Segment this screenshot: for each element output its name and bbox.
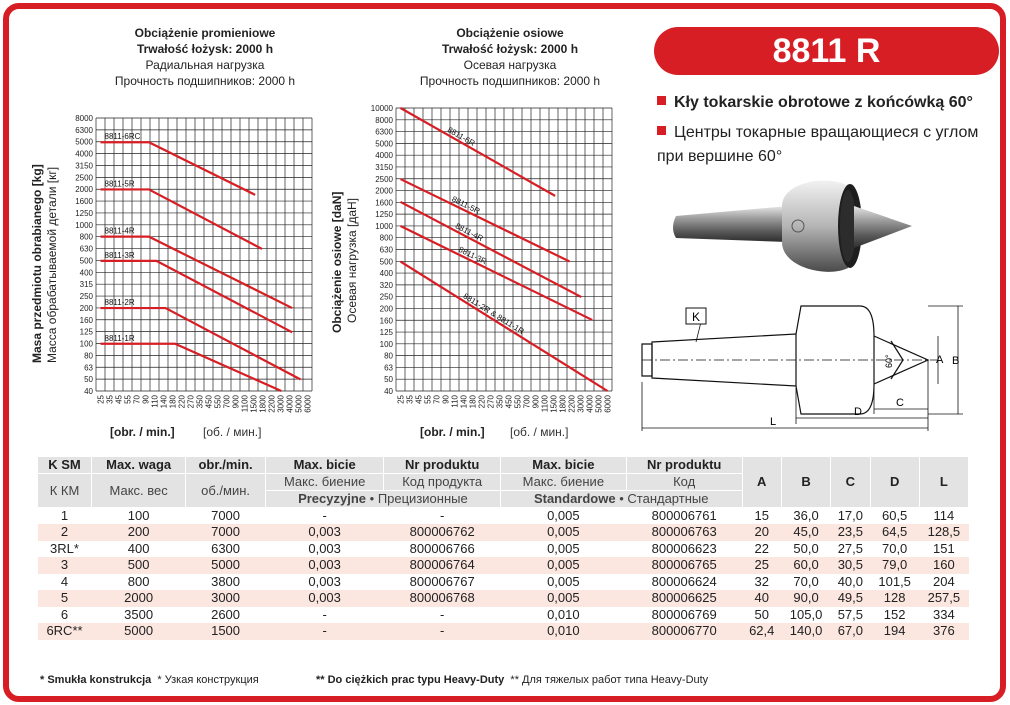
table-cell: 800006764 bbox=[384, 557, 501, 574]
col-product-precise: Nr produktu bbox=[384, 457, 501, 474]
col-runout-precise-ru: Макс. биение bbox=[265, 474, 384, 491]
right-title-ru-2: Прочность подшипников: 2000 h bbox=[419, 74, 601, 88]
product-code-badge: 8811 R bbox=[654, 27, 999, 75]
table-cell: 0,003 bbox=[308, 573, 341, 589]
y-tick-label: 160 bbox=[379, 316, 393, 326]
col-max-weight: Max. waga bbox=[92, 457, 186, 474]
series-line bbox=[101, 189, 263, 249]
x-tick-label: 70 bbox=[132, 395, 142, 404]
table-cell: 194 bbox=[870, 623, 919, 640]
table-row bbox=[38, 557, 969, 574]
table-cell: 0,003 bbox=[308, 540, 341, 556]
series-label: 8811-1R bbox=[104, 333, 135, 343]
table-cell: 45,0 bbox=[781, 524, 830, 541]
left-title-ru-1: Радиальная нагрузка bbox=[145, 58, 265, 72]
footnote-2-ru: ** Для тяжелых работ типа Heavy-Duty bbox=[510, 674, 709, 686]
table-cell: 800006765 bbox=[626, 557, 742, 574]
table-cell: 800006769 bbox=[651, 606, 717, 622]
col-b: B bbox=[781, 457, 830, 508]
x-tick-label: 350 bbox=[495, 395, 505, 409]
col-runout-standard-ru: Макс. биение bbox=[500, 474, 626, 491]
x-tick-label: 55 bbox=[123, 395, 133, 404]
left-x-label-pl: [obr. / min.] bbox=[110, 425, 175, 439]
table-cell: 0,003 bbox=[265, 590, 384, 607]
table-cell: 50,0 bbox=[793, 540, 819, 556]
table-cell: 128 bbox=[870, 590, 919, 607]
y-tick-label: 2500 bbox=[375, 174, 393, 184]
table-cell: - bbox=[265, 623, 384, 640]
y-tick-label: 80 bbox=[84, 351, 93, 361]
table-cell: 57,5 bbox=[837, 606, 863, 622]
x-tick-label: 5000 bbox=[294, 395, 304, 413]
table-cell: 101,5 bbox=[878, 573, 911, 589]
table-cell: 36,0 bbox=[793, 508, 819, 523]
spec-table bbox=[37, 456, 969, 640]
y-tick-label: 1600 bbox=[375, 198, 393, 208]
left-x-ticks bbox=[97, 394, 313, 412]
table-cell: 0,005 bbox=[500, 524, 626, 541]
table-cell: 6 bbox=[60, 606, 69, 622]
y-tick-label: 4000 bbox=[75, 149, 93, 159]
left-y-label-pl: Masa przedmiotu obrabianego [kg] bbox=[30, 164, 44, 363]
table-cell: 800 bbox=[127, 573, 150, 589]
x-tick-label: 270 bbox=[186, 395, 196, 409]
col-product-precise-ru: Код продукта bbox=[384, 474, 501, 491]
group-sep: • bbox=[619, 491, 624, 506]
y-tick-label: 1000 bbox=[375, 221, 393, 231]
table-cell: 70,0 bbox=[881, 540, 908, 556]
footnote-2 bbox=[316, 674, 708, 686]
x-tick-label: 70 bbox=[432, 395, 442, 404]
x-tick-label: 550 bbox=[213, 395, 223, 409]
table-cell: 5000 bbox=[92, 623, 186, 640]
x-tick-label: 1100 bbox=[540, 395, 550, 413]
y-tick-label: 400 bbox=[79, 268, 93, 278]
right-title-pl-1: Obciążenie osiowe bbox=[456, 26, 564, 40]
series-label: 8811-6R bbox=[445, 125, 477, 148]
table-cell: 0,003 bbox=[265, 524, 384, 541]
x-tick-label: 450 bbox=[204, 395, 214, 409]
right-title-ru-1: Осевая нагрузка bbox=[463, 58, 557, 72]
y-tick-label: 125 bbox=[79, 327, 93, 337]
y-tick-label: 3150 bbox=[75, 161, 93, 171]
x-tick-label: 4000 bbox=[285, 395, 295, 413]
table-cell: 62,4 bbox=[742, 623, 781, 640]
table-row bbox=[38, 541, 969, 558]
table-cell: 25 bbox=[742, 557, 781, 574]
table-cell: 200 bbox=[92, 524, 186, 541]
table-cell: 5 bbox=[38, 590, 92, 607]
x-tick-label: 140 bbox=[159, 395, 169, 409]
table-cell: 2000 bbox=[92, 590, 186, 607]
table-cell: 3800 bbox=[211, 573, 241, 589]
y-tick-label: 200 bbox=[79, 303, 93, 313]
x-tick-label: 110 bbox=[150, 395, 160, 408]
table-cell: 0,010 bbox=[547, 606, 580, 622]
y-tick-label: 250 bbox=[379, 292, 393, 302]
y-tick-label: 630 bbox=[79, 244, 93, 254]
x-tick-label: 25 bbox=[96, 395, 106, 404]
table-cell: 151 bbox=[933, 540, 955, 556]
col-rpm-ru: об./мин. bbox=[186, 474, 266, 508]
footnote-1-pl: * Smukła konstrukcja bbox=[40, 674, 152, 686]
left-title-pl-2: Trwałość łożysk: 2000 h bbox=[136, 42, 274, 56]
x-tick-label: 45 bbox=[414, 395, 424, 404]
x-tick-label: 1500 bbox=[549, 395, 559, 413]
x-tick-label: 220 bbox=[177, 395, 187, 409]
y-tick-label: 63 bbox=[384, 363, 393, 373]
x-tick-label: 700 bbox=[522, 395, 532, 409]
table-cell: 70,0 bbox=[793, 573, 819, 589]
table-cell: - bbox=[322, 606, 327, 622]
y-tick-label: 6300 bbox=[75, 125, 93, 135]
y-tick-label: 40 bbox=[384, 387, 393, 396]
table-cell: - bbox=[322, 508, 327, 523]
group-precise bbox=[265, 491, 500, 508]
table-cell: 3500 bbox=[124, 606, 154, 622]
series-label: 8811-4R bbox=[453, 221, 485, 244]
bullet-ru-text: Центры токарные вращающиеся с углом при вершине 60° bbox=[657, 124, 979, 165]
table-cell: 3RL* bbox=[50, 540, 79, 556]
x-tick-label: 220 bbox=[477, 395, 487, 409]
table-cell: 2 bbox=[38, 524, 92, 541]
x-tick-label: 1800 bbox=[558, 395, 568, 413]
table-cell: 128,5 bbox=[919, 524, 968, 541]
x-tick-label: 90 bbox=[141, 395, 151, 404]
series-label: 8811-3R bbox=[457, 244, 489, 267]
y-tick-label: 6300 bbox=[375, 127, 393, 137]
group-standard bbox=[500, 491, 742, 508]
x-tick-label: 180 bbox=[168, 395, 178, 409]
series-label: 8811-5R bbox=[450, 194, 482, 216]
dim-c: C bbox=[896, 397, 904, 409]
y-tick-label: 5000 bbox=[75, 137, 93, 147]
technical-drawing bbox=[638, 296, 968, 436]
y-tick-label: 63 bbox=[84, 363, 93, 373]
y-tick-label: 3150 bbox=[375, 162, 393, 172]
x-tick-label: 900 bbox=[531, 395, 541, 409]
table-cell: 1 bbox=[60, 508, 69, 523]
y-tick-label: 800 bbox=[379, 233, 393, 243]
right-y-label-ru: Осевая нагрузка [даН] bbox=[345, 197, 359, 323]
series-line bbox=[401, 108, 556, 196]
y-tick-label: 160 bbox=[79, 315, 93, 325]
table-cell: 800006770 bbox=[626, 623, 742, 640]
table-cell: 17,0 bbox=[837, 508, 863, 523]
table-cell: 5000 bbox=[186, 557, 266, 574]
table-cell: 0,005 bbox=[547, 508, 580, 523]
y-tick-label: 320 bbox=[379, 280, 393, 290]
group-sep: • bbox=[369, 491, 375, 506]
x-tick-label: 4000 bbox=[585, 395, 595, 413]
table-cell: 105,0 bbox=[789, 606, 823, 622]
footnote-1-ru: * Узкая конструкция bbox=[157, 674, 259, 686]
table-cell: 800006766 bbox=[409, 540, 475, 556]
table-row bbox=[38, 524, 969, 541]
y-tick-label: 630 bbox=[379, 245, 393, 255]
right-title-pl-2: Trwałość łożysk: 2000 h bbox=[441, 42, 579, 56]
y-tick-label: 2000 bbox=[375, 186, 393, 196]
col-runout-standard: Max. bicie bbox=[500, 457, 626, 474]
y-tick-label: 5000 bbox=[375, 139, 393, 149]
table-cell: 334 bbox=[933, 606, 955, 622]
table-cell: 800006767 bbox=[409, 573, 475, 589]
x-tick-label: 1500 bbox=[249, 395, 259, 413]
table-cell: 800006761 bbox=[651, 508, 717, 523]
x-tick-label: 45 bbox=[114, 395, 124, 404]
table-cell: 50 bbox=[754, 606, 769, 622]
y-tick-label: 400 bbox=[379, 269, 393, 279]
y-tick-label: 500 bbox=[79, 256, 93, 266]
table-cell: 6300 bbox=[211, 540, 241, 556]
table-cell: - bbox=[384, 623, 501, 640]
table-cell: 257,5 bbox=[919, 590, 968, 607]
table-cell: 30,5 bbox=[831, 557, 870, 574]
y-tick-label: 8000 bbox=[375, 115, 393, 125]
y-tick-label: 125 bbox=[379, 328, 393, 338]
table-cell: 3000 bbox=[186, 590, 266, 607]
x-tick-label: 1100 bbox=[240, 395, 250, 413]
table-cell: 500 bbox=[92, 557, 186, 574]
dim-k: K bbox=[692, 310, 701, 324]
y-tick-label: 8000 bbox=[75, 114, 93, 123]
right-y-label-pl: Obciążenie osiowe [daN] bbox=[330, 191, 344, 333]
series-label: 8811-4R bbox=[104, 226, 135, 236]
y-tick-label: 1600 bbox=[75, 197, 93, 207]
y-tick-label: 315 bbox=[79, 280, 93, 290]
bullet-square-icon bbox=[657, 96, 666, 105]
table-cell: 27,5 bbox=[837, 540, 863, 556]
table-cell: 800006768 bbox=[384, 590, 501, 607]
footnote-1 bbox=[40, 674, 259, 686]
x-tick-label: 6000 bbox=[603, 395, 613, 413]
x-tick-label: 25 bbox=[396, 395, 406, 404]
x-tick-label: 3000 bbox=[576, 395, 586, 413]
table-cell: 400 bbox=[127, 540, 150, 556]
col-rpm: obr./min. bbox=[186, 457, 266, 474]
table-cell: 40 bbox=[742, 590, 781, 607]
right-chart-grid bbox=[396, 108, 612, 391]
x-tick-label: 110 bbox=[450, 395, 460, 408]
group-standard-pl: Standardowe bbox=[533, 491, 616, 506]
bullet-pl-text: Kły tokarskie obrotowe z końcówką 60° bbox=[674, 94, 973, 111]
table-cell: 152 bbox=[883, 606, 906, 622]
x-tick-label: 180 bbox=[468, 395, 478, 409]
series-label: 8811-2R & 8811-1R bbox=[461, 291, 526, 337]
table-cell: 376 bbox=[919, 623, 968, 640]
table-cell: 800006763 bbox=[626, 524, 742, 541]
dim-a: A bbox=[936, 354, 944, 366]
table-cell: 0,010 bbox=[500, 623, 626, 640]
table-cell: 3 bbox=[38, 557, 92, 574]
left-series bbox=[101, 132, 301, 391]
col-ksm: K SM bbox=[38, 457, 92, 474]
col-product-standard-ru: Код bbox=[626, 474, 742, 491]
table-row bbox=[38, 508, 969, 525]
x-tick-label: 140 bbox=[459, 395, 469, 409]
table-cell: 800006624 bbox=[651, 573, 717, 589]
y-tick-label: 1000 bbox=[75, 220, 93, 230]
table-cell: 800006762 bbox=[384, 524, 501, 541]
x-tick-label: 35 bbox=[405, 395, 415, 404]
bullet-ru bbox=[657, 121, 987, 169]
x-tick-label: 550 bbox=[513, 395, 523, 409]
y-tick-label: 200 bbox=[379, 304, 393, 314]
y-tick-label: 500 bbox=[379, 257, 393, 267]
y-tick-label: 40 bbox=[84, 387, 93, 396]
left-title-pl-1: Obciążenie promieniowe bbox=[134, 26, 276, 40]
x-tick-label: 700 bbox=[222, 395, 232, 409]
table-cell: 160 bbox=[919, 557, 968, 574]
x-tick-label: 900 bbox=[231, 395, 241, 409]
table-cell: 1500 bbox=[186, 623, 266, 640]
table-cell: 140,0 bbox=[781, 623, 830, 640]
series-label: 8811-5R bbox=[104, 179, 135, 189]
series-label: 8811-3R bbox=[104, 250, 135, 260]
table-cell: 0,005 bbox=[547, 573, 580, 589]
table-cell: 2600 bbox=[211, 606, 241, 622]
dim-b: B bbox=[952, 355, 960, 367]
table-cell: 6RC** bbox=[38, 623, 92, 640]
x-tick-label: 90 bbox=[441, 395, 451, 404]
table-cell: 64,5 bbox=[870, 524, 919, 541]
table-cell: 60,0 bbox=[781, 557, 830, 574]
x-tick-label: 2200 bbox=[267, 395, 277, 413]
table-row bbox=[38, 607, 969, 624]
table-row bbox=[38, 574, 969, 591]
dim-l: L bbox=[770, 416, 777, 428]
col-runout-precise: Max. bicie bbox=[265, 457, 384, 474]
dim-angle: 60° bbox=[884, 354, 894, 368]
series-label: 8811-2R bbox=[104, 298, 135, 308]
table-cell: 40,0 bbox=[837, 573, 863, 589]
col-ksm-ru: К КМ bbox=[38, 474, 92, 508]
x-tick-label: 270 bbox=[486, 395, 496, 409]
x-tick-label: 6000 bbox=[303, 395, 313, 413]
y-tick-label: 2000 bbox=[75, 185, 93, 195]
table-cell: 32 bbox=[754, 573, 769, 589]
left-title-ru-2: Прочность подшипников: 2000 h bbox=[114, 74, 296, 88]
y-tick-label: 100 bbox=[379, 339, 393, 349]
table-cell: 7000 bbox=[186, 524, 266, 541]
table-cell: 0,005 bbox=[500, 590, 626, 607]
spec-table-body bbox=[38, 508, 969, 640]
x-tick-label: 1800 bbox=[258, 395, 268, 413]
x-tick-label: 3000 bbox=[276, 395, 286, 413]
axial-load-chart bbox=[328, 98, 618, 443]
y-tick-label: 1250 bbox=[375, 210, 393, 220]
table-cell: 79,0 bbox=[870, 557, 919, 574]
y-tick-label: 10000 bbox=[370, 104, 393, 113]
col-max-weight-ru: Макс. вес bbox=[92, 474, 186, 508]
series-line bbox=[101, 261, 293, 332]
table-cell: - bbox=[439, 508, 445, 523]
group-precise-pl: Precyzyjne bbox=[298, 491, 366, 506]
col-c: C bbox=[831, 457, 870, 508]
table-cell: 0,005 bbox=[500, 557, 626, 574]
y-tick-label: 80 bbox=[384, 351, 393, 361]
table-cell: 800006623 bbox=[651, 540, 717, 556]
table-cell: 67,0 bbox=[831, 623, 870, 640]
right-x-label-ru: [об. / мин.] bbox=[510, 425, 569, 439]
table-cell: 100 bbox=[127, 508, 150, 523]
footnote-2-pl: ** Do ciężkich prac typu Heavy-Duty bbox=[316, 674, 505, 686]
left-y-label-ru: Масса обрабатываемой детали [кг] bbox=[45, 166, 59, 363]
bullet-square-icon bbox=[657, 126, 666, 135]
table-cell: 60,5 bbox=[881, 508, 908, 523]
group-standard-ru: Стандартные bbox=[627, 491, 709, 506]
live-center-illustration bbox=[670, 168, 960, 280]
table-cell: 204 bbox=[933, 573, 955, 589]
bullet-pl bbox=[657, 91, 973, 115]
left-x-label-ru: [об. / мин.] bbox=[203, 425, 262, 439]
right-chart-title bbox=[400, 25, 620, 89]
dim-d: D bbox=[854, 406, 862, 418]
y-tick-label: 50 bbox=[84, 375, 93, 385]
table-cell: 90,0 bbox=[781, 590, 830, 607]
table-cell: 0,005 bbox=[547, 540, 580, 556]
y-tick-label: 800 bbox=[79, 232, 93, 242]
table-cell: 15 bbox=[754, 508, 769, 523]
x-tick-label: 2200 bbox=[567, 395, 577, 413]
left-y-ticks bbox=[75, 114, 93, 396]
x-tick-label: 35 bbox=[105, 395, 115, 404]
y-tick-label: 100 bbox=[79, 339, 93, 349]
x-tick-label: 55 bbox=[423, 395, 433, 404]
col-a: A bbox=[742, 457, 781, 508]
table-row bbox=[38, 590, 969, 607]
x-tick-label: 450 bbox=[504, 395, 514, 409]
table-cell: 800006625 bbox=[626, 590, 742, 607]
series-label: 8811-6RC bbox=[104, 132, 141, 142]
y-tick-label: 1250 bbox=[75, 208, 93, 218]
table-cell: 4 bbox=[60, 573, 69, 589]
table-cell: 7000 bbox=[211, 508, 241, 523]
left-chart-title bbox=[100, 25, 310, 89]
x-tick-label: 350 bbox=[195, 395, 205, 409]
group-precise-ru: Прецизионные bbox=[377, 491, 468, 506]
col-d: D bbox=[870, 457, 919, 508]
table-cell: - bbox=[439, 606, 445, 622]
table-cell: 0,003 bbox=[265, 557, 384, 574]
y-tick-label: 2500 bbox=[75, 173, 93, 183]
radial-load-chart bbox=[28, 108, 328, 443]
table-row bbox=[38, 623, 969, 640]
y-tick-label: 50 bbox=[384, 375, 393, 385]
right-y-ticks bbox=[371, 104, 394, 396]
table-cell: 49,5 bbox=[831, 590, 870, 607]
col-product-standard: Nr produktu bbox=[626, 457, 742, 474]
table-cell: 23,5 bbox=[831, 524, 870, 541]
table-cell: 114 bbox=[933, 508, 955, 523]
right-x-label-pl: [obr. / min.] bbox=[420, 425, 485, 439]
y-tick-label: 250 bbox=[79, 292, 93, 302]
table-cell: 20 bbox=[742, 524, 781, 541]
y-tick-label: 4000 bbox=[375, 151, 393, 161]
x-tick-label: 5000 bbox=[594, 395, 604, 413]
right-x-ticks bbox=[397, 394, 613, 412]
col-l: L bbox=[919, 457, 968, 508]
table-cell: 22 bbox=[754, 540, 769, 556]
